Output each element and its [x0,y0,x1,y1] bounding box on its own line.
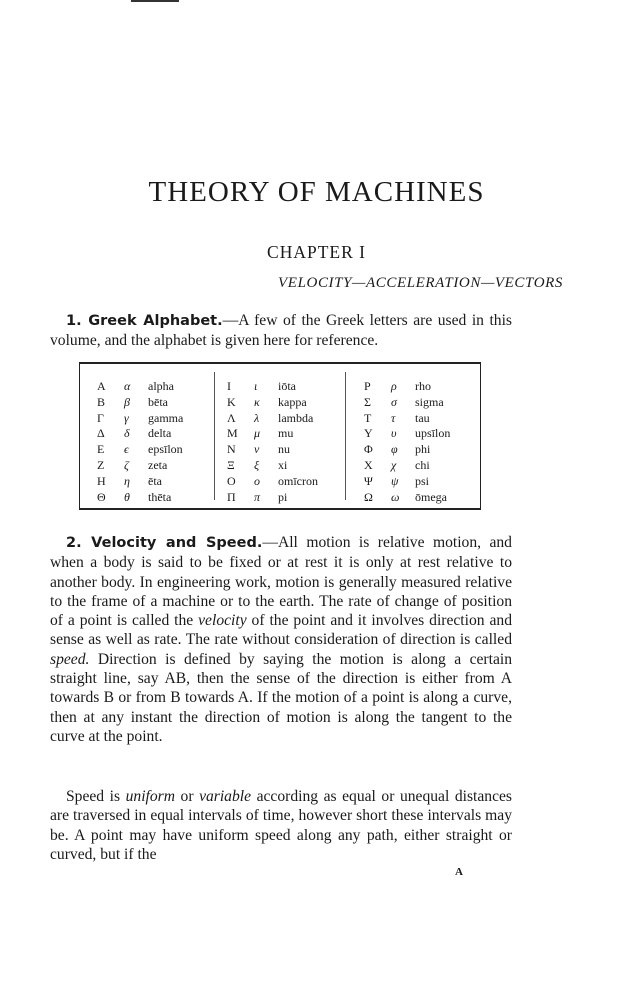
greek-uppercase: Θ [97,489,106,504]
greek-uppercase: Σ [364,394,371,409]
greek-uppercase: Π [227,489,236,504]
emphasis-speed: speed. [50,650,90,668]
greek-lowercase: σ [391,394,397,409]
greek-lowercase: α [124,379,131,393]
greek-letter-name: gamma [148,410,184,425]
greek-uppercase: Β [97,394,106,409]
greek-uppercase: Χ [364,457,373,472]
greek-lowercase: ι [254,379,258,393]
greek-uppercase: Ο [227,473,236,488]
greek-lowercase: ψ [391,473,399,488]
section-text: of the point and it involves direction and sense as well as rate. The rate without consideration of direction is called [50,612,512,649]
greek-letter-name: rho [415,379,431,393]
greek-letter-name: pi [278,489,288,504]
greek-lowercase: θ [124,489,130,504]
greek-letter-name: sigma [415,394,444,409]
paragraph-text: or [174,788,200,805]
greek-letter-name: thēta [148,489,172,504]
greek-letter-name: zeta [148,457,168,472]
greek-lowercase: μ [254,426,261,441]
greek-uppercase: Ι [227,379,231,393]
greek-lowercase: ϵ [124,442,129,457]
emphasis-velocity: velocity [198,612,247,630]
greek-uppercase: Ξ [227,457,235,472]
emphasis-uniform: uniform [125,788,175,805]
greek-uppercase: Ε [97,442,105,457]
greek-letter-name: ēta [148,473,162,488]
greek-letter-name: omīcron [278,473,318,488]
paragraph-speed-uniform [50,787,512,864]
greek-lowercase: τ [391,410,396,425]
greek-uppercase: Δ [97,426,105,441]
signature-mark: A [455,866,463,878]
section-velocity-speed [50,533,512,746]
greek-letter-name: iōta [278,379,296,393]
greek-uppercase: Ψ [364,473,373,488]
greek-uppercase: Γ [97,410,104,425]
greek-uppercase: Α [97,379,106,393]
greek-lowercase: δ [124,426,130,441]
greek-letter-name: psi [415,473,430,488]
greek-uppercase: Ω [364,489,373,504]
greek-letter-name: delta [148,426,172,441]
greek-lowercase: φ [391,442,398,457]
greek-letter-name: lambda [278,410,314,425]
section-text: Direction is defined by saying the motion is along a certain straight line, say AB, then the sense of the direction is either from A towards B or from B towards A. If the motion of a point is along a curve, then at any instant the direction of motion is along the tangent to the curve at the point. [50,650,512,745]
emphasis-variable: variable [199,788,252,805]
column-divider [345,372,346,500]
greek-uppercase: Ζ [97,457,105,472]
column-divider [214,372,215,500]
greek-uppercase: Ν [227,442,236,457]
section-heading: 2. Velocity and Speed. [66,535,263,551]
greek-lowercase: ο [254,473,260,488]
greek-letter-name: epsīlon [148,442,183,457]
greek-uppercase: Τ [364,410,372,425]
greek-lowercase: ν [254,442,260,457]
greek-letter-name: ōmega [415,489,447,504]
section-text: —All motion is relative motion, and when a body is said to be fixed or at rest it is only at rest relative to another body. In engineering work, motion is generally measured relative to the frame of a machine or to the earth. The rate of change of position of a point is called the [50,534,512,630]
greek-uppercase: Λ [227,410,236,425]
greek-uppercase: Μ [227,426,238,441]
greek-lowercase: λ [254,410,260,425]
paragraph-text: Speed is [66,788,126,805]
greek-lowercase: η [124,473,130,488]
greek-letter-name: chi [415,457,430,472]
greek-letter-name: tau [415,410,430,425]
paragraph-text: according as equal or unequal distances are traversed in equal intervals of time, however short these intervals may be. A point may have uniform speed along any path, either straight or curved, but if the [50,788,513,863]
greek-uppercase: Φ [364,442,373,457]
greek-letter-name: upsīlon [415,426,451,441]
greek-uppercase: Υ [364,426,373,441]
greek-uppercase: Η [97,473,106,488]
greek-uppercase: Κ [227,394,236,409]
book-title: THEORY OF MACHINES [148,176,485,208]
section-heading: 1. Greek Alphabet. [66,313,223,329]
section-greek-alphabet [50,311,512,351]
header-rule [131,0,179,2]
greek-letter-name: nu [278,442,290,457]
section-text: —A few of the Greek letters are used in this volume, and the alphabet is given here for reference. [50,312,512,350]
greek-letter-name: xi [278,457,288,472]
greek-lowercase: κ [254,394,260,409]
greek-lowercase: ω [391,489,400,504]
greek-lowercase: ξ [254,457,260,472]
greek-lowercase: ζ [124,457,129,472]
greek-letter-name: alpha [148,379,174,393]
greek-lowercase: γ [124,410,129,425]
greek-letter-name: bēta [148,394,168,409]
greek-uppercase: Ρ [364,379,371,393]
greek-alphabet-table [79,362,481,510]
greek-lowercase: χ [391,457,397,472]
greek-lowercase: β [124,394,130,409]
chapter-number: CHAPTER I [267,242,366,262]
greek-letter-name: mu [278,426,294,441]
greek-lowercase: ρ [391,379,397,393]
greek-lowercase: π [254,489,261,504]
chapter-subtitle: VELOCITY—ACCELERATION—VECTORS [278,275,563,291]
greek-lowercase: υ [391,426,397,441]
greek-letter-name: phi [415,442,431,457]
greek-letter-name: kappa [278,394,307,409]
